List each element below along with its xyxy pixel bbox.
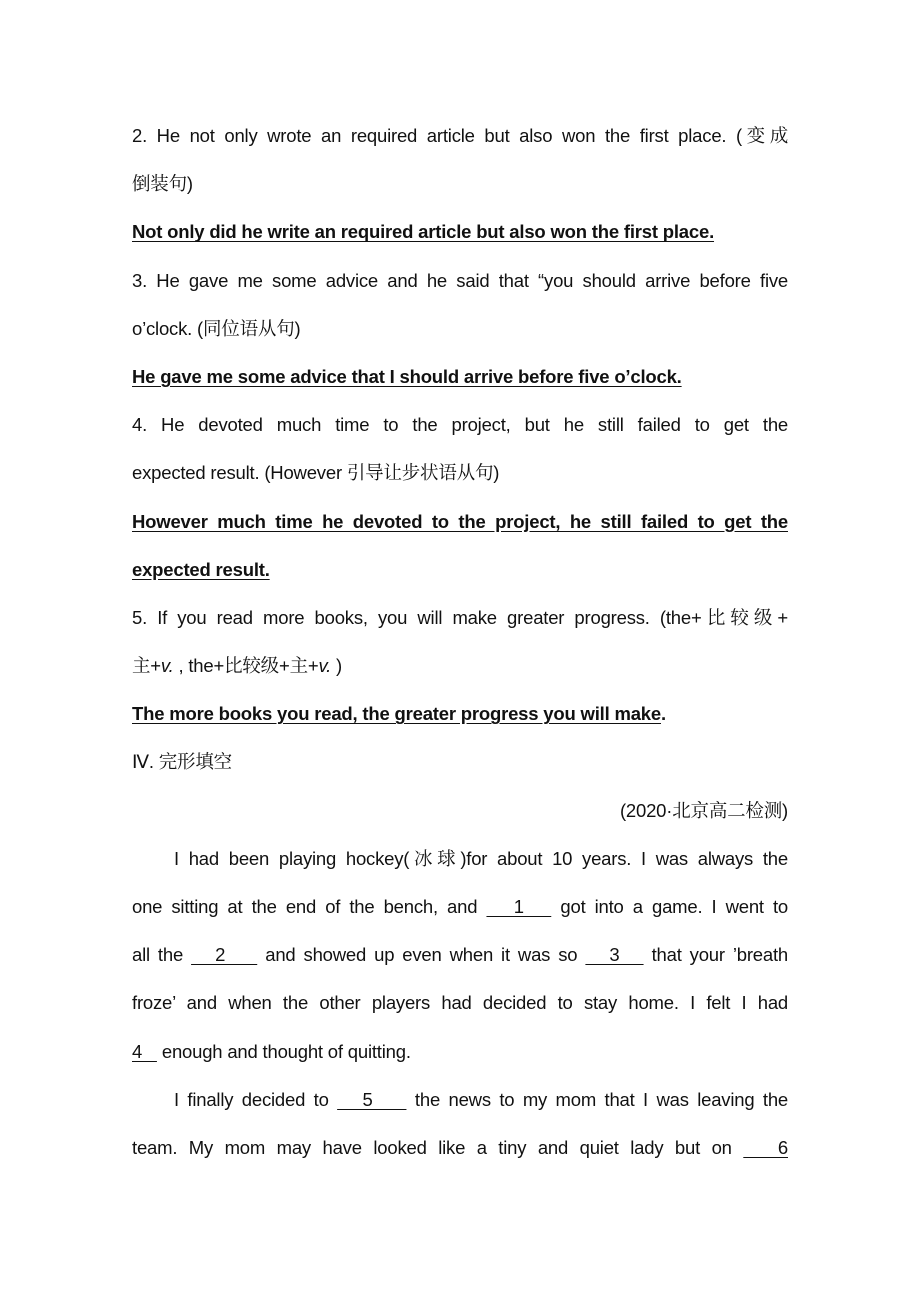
question-5: 5. If you read more books, you will make greater progress. (the+比较级+ bbox=[132, 606, 788, 628]
answer-3: He gave me some advice that I should arrive before five o’clock. bbox=[132, 365, 682, 387]
question-4: 4. He devoted much time to the project, but he still failed to get the bbox=[132, 414, 788, 436]
passage-line: 4 enough and thought of quitting. bbox=[132, 1040, 411, 1062]
answer-4-cont: expected result. bbox=[132, 558, 270, 580]
section-heading: Ⅳ. 完形填空 bbox=[132, 751, 232, 773]
blank-6[interactable]: 6 bbox=[743, 1136, 788, 1158]
answer-5: The more books you read, the greater progress you will make bbox=[132, 703, 661, 725]
source-note: (2020·北京高二检测) bbox=[619, 799, 788, 821]
passage-line: I finally decided to 5 the news to my mom that I was leaving the bbox=[174, 1088, 788, 1110]
question-4-hint: expected result. (However 引导让步状语从句) bbox=[132, 462, 500, 484]
question-3-hint: o’clock. (同位语从句) bbox=[132, 317, 301, 339]
question-3: 3. He gave me some advice and he said that “you should arrive before five bbox=[132, 269, 788, 291]
question-2: 2. He not only wrote an required article but also won the first place. (变成 bbox=[132, 125, 788, 146]
answer-2: Not only did he write an required article but also won the first place. bbox=[132, 221, 715, 243]
blank-3[interactable]: 3 bbox=[585, 944, 644, 966]
blank-1[interactable]: 1 bbox=[486, 896, 552, 917]
question-2-hint: 倒装句) bbox=[132, 173, 193, 195]
question-5-hint: 主+v. , the+比较级+主+v. ) bbox=[132, 655, 343, 677]
blank-4[interactable]: 4 bbox=[132, 1040, 157, 1062]
passage-line: team. My mom may have looked like a tiny and quiet lady but on 6 bbox=[132, 1136, 788, 1158]
passage-line: I had been playing hockey(冰球)for about 10 years. I was always the bbox=[174, 847, 788, 869]
passage-line: one sitting at the end of the bench, and 1 got into a game. I went to bbox=[132, 896, 788, 917]
blank-5[interactable]: 5 bbox=[337, 1088, 407, 1110]
passage-line: all the 2 and showed up even when it was so 3 that your ’breath bbox=[132, 944, 788, 966]
blank-2[interactable]: 2 bbox=[191, 944, 258, 966]
answer-4: However much time he devoted to the project, he still failed to get the bbox=[132, 510, 788, 532]
passage-line: froze’ and when the other players had decided to stay home. I felt I had bbox=[132, 992, 788, 1014]
document-page: 2. He not only wrote an required article but also won the first place. (变成 倒装句) Not only did he write an required article but also won the first place. 3. He gave me some advice and he said that “you should arrive before five o’clock. (同位语从句) He gave me some advice that I should arrive before five o’clock. 4. He devoted much time to the project, but he still failed to get the expected result. (However 引导让步状语从句) However much time he devoted to the project, he still failed to get the expected result. 5. If you read more books, you will make greater progress. (the+比较级+ 主+v. , the+比较级+主+v. ) The more books you read, the greater progress you will make. Ⅳ. 完形填空 (2020·北京高二检测) I had been playing hockey(冰球)for about 10 years. I was always the one sitting at the end of the bench, and 1 got into a game. I went to all the 2 and showed up even when it was so 3 that your ’breath froze’ and when the other players had decided to stay home. I felt I had 4 enough and thought of quitting. I finally decided to 5 the news to my mom that I was leaving the team. My mom may have looked like a tiny and quiet lady but on 6 bbox=[132, 112, 788, 1172]
